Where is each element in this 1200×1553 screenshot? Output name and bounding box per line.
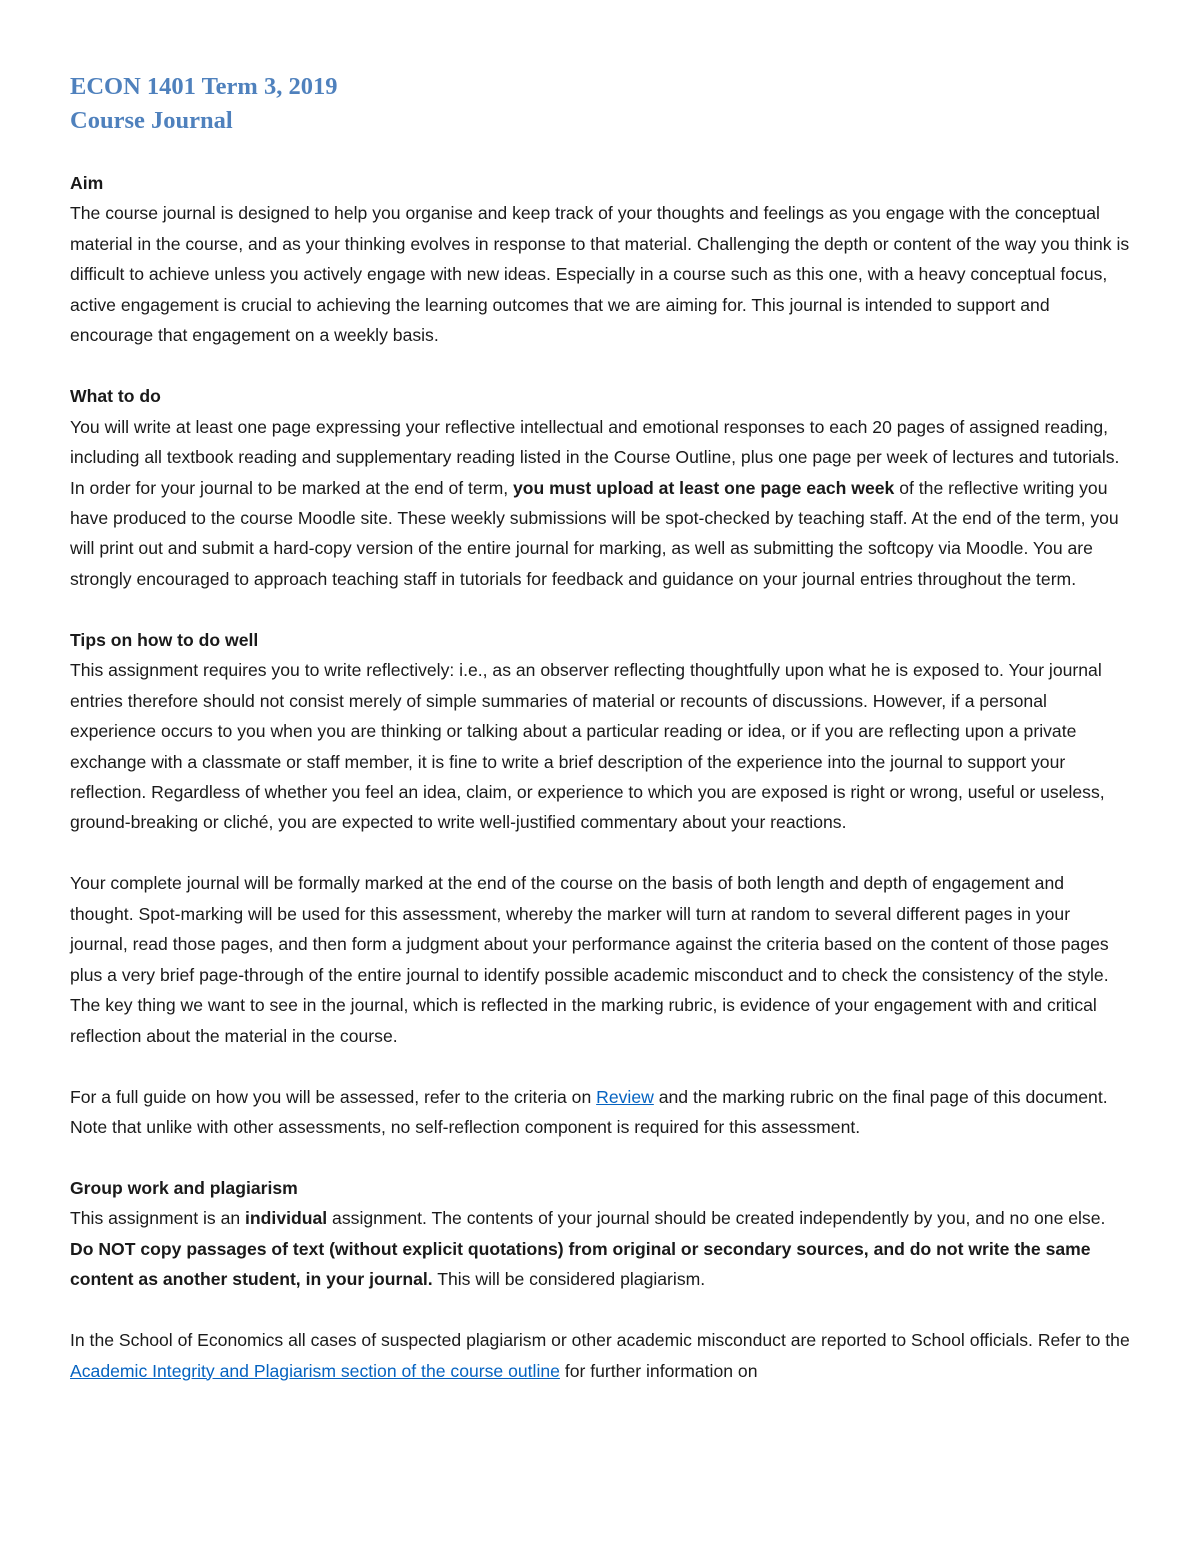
what-to-do-text-start: You will write at least one page expressing your reflective intellectual and emotional responses to each 20 pages of assigned reading, including all textbook reading and supplementary reading listed in the Course Outline, plus one page per week of lectures and tutorials. In order for your journal to be marked at the end of term, (70, 416, 1120, 498)
tips-body: This assignment requires you to write reflectively: i.e., as an observer reflecting thoughtfully upon what he is exposed to. Your journal entries therefore should not consist merely of simple summaries of material or recounts of discussions. However, if a personal experience occurs to you when you are thinking or talking about a particular reading or idea, or if you are reflecting upon a private exchange with a classmate or staff member, it is fine to write a brief description of the experience into the journal to support your reflection. Regardless of whether you feel an idea, claim, or experience to which you are exposed is right or wrong, useful or useless, ground-breaking or cliché, you are expected to write well-justified commentary about your reactions. (70, 660, 1105, 833)
group-work-text-mid: assignment. The contents of your journal should be created independently by you, and no one else. (327, 1208, 1106, 1229)
aim-section (70, 168, 1132, 351)
document-page (70, 70, 1132, 1416)
guide-paragraph (70, 1082, 1132, 1143)
marking-paragraph: Your complete journal will be formally marked at the end of the course on the basis of both length and depth of engagement and thought. Spot-marking will be used for this assessment, whereby the marker will turn at random to several different pages in your journal, read those pages, and then form a judgment about your performance against the criteria based on the content of those pages plus a very brief page-through of the entire journal to identify possible academic misconduct and to check the consistency of the style. The key thing we want to see in the journal, which is reflected in the marking rubric, is evidence of your engagement with and critical reflection about the material in the course. (70, 873, 1109, 1046)
school-paragraph (70, 1325, 1132, 1386)
aim-body: The course journal is designed to help you organise and keep track of your thoughts and feelings as you engage with the conceptual material in the course, and as your thinking evolves in response to that material. Challenging the depth or content of the way you think is difficult to achieve unless you actively engage with new ideas. Especially in a course such as this one, with a heavy conceptual focus, active engagement is crucial to achieving the learning outcomes that we are aiming for. This journal is intended to support and encourage that engagement on a weekly basis. (70, 203, 1130, 346)
what-to-do-heading: What to do (70, 386, 161, 407)
upload-requirement: you must upload at least one page each week (513, 477, 895, 498)
tips-section (70, 625, 1132, 838)
document-title (70, 70, 1132, 138)
review-link[interactable]: Review (596, 1086, 654, 1107)
group-work-text-start: This assignment is an (70, 1208, 246, 1229)
plagiarism-warning: Do NOT copy passages of text (without explicit quotations) from original or secondary sources, and do not write the same content as another student, in your journal. (70, 1238, 1091, 1290)
group-work-heading: Group work and plagiarism (70, 1177, 298, 1198)
school-text-start: In the School of Economics all cases of suspected plagiarism or other academic misconduct are reported to School officials. Refer to the (70, 1330, 1130, 1351)
what-to-do-text-end: of the reflective writing you have produced to the course Moodle site. These weekly submissions will be spot-checked by teaching staff. At the end of the term, you will print out and submit a hard-copy version of the entire journal for marking, as well as submitting the softcopy via Moodle. You are strongly encouraged to approach teaching staff in tutorials for feedback and guidance on your journal entries throughout the term. (70, 477, 1119, 589)
title-line-journal: Course Journal (70, 107, 233, 134)
guide-text-end: and the marking rubric on the final page of this document. Note that unlike with other assessments, no self-reflection component is required for this assessment. (70, 1086, 1108, 1137)
title-line-course: ECON 1401 Term 3, 2019 (70, 73, 338, 100)
school-text-end: for further information on (559, 1360, 758, 1381)
group-work-section (70, 1173, 1132, 1295)
individual-emphasis: individual (245, 1208, 328, 1229)
group-work-text-end: This will be considered plagiarism. (432, 1269, 706, 1290)
what-to-do-section (70, 381, 1132, 594)
academic-integrity-link[interactable]: Academic Integrity and Plagiarism section of the course outline (70, 1360, 560, 1381)
aim-heading: Aim (70, 173, 104, 193)
tips-heading: Tips on how to do well (70, 629, 259, 650)
group-work-body (70, 1203, 1132, 1294)
what-to-do-body (70, 412, 1132, 595)
guide-text-start: For a full guide on how you will be assessed, refer to the criteria on (70, 1086, 597, 1107)
